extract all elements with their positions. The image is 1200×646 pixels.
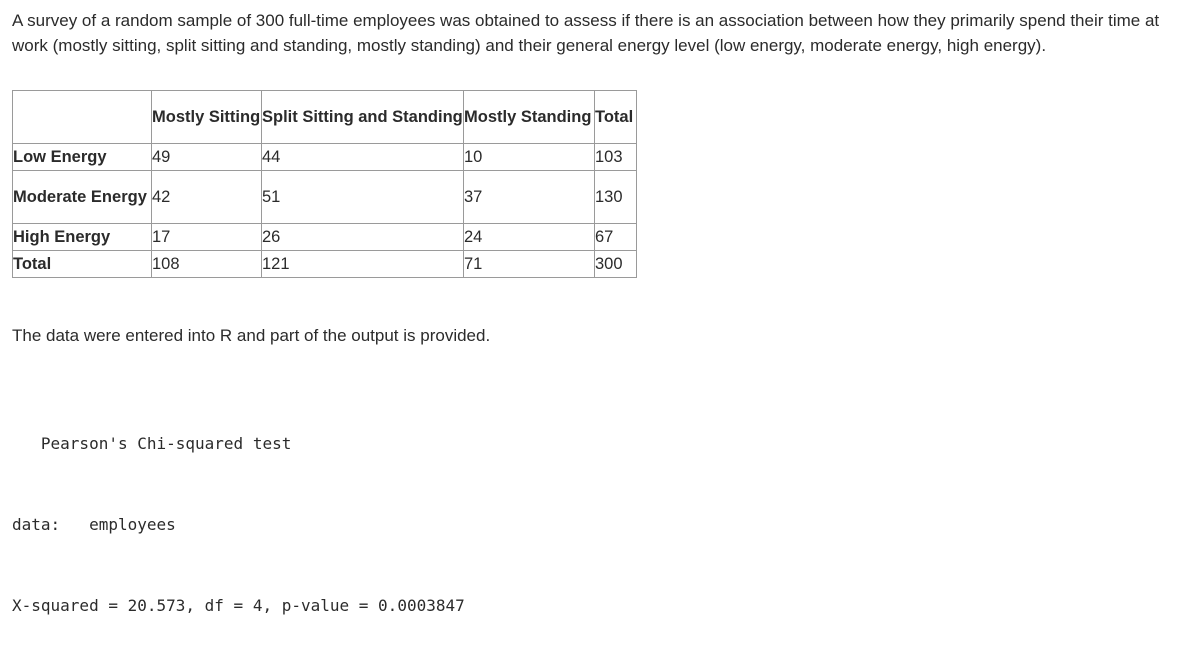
corner-cell (13, 91, 152, 144)
table-row (13, 224, 637, 251)
problem-description: A survey of a random sample of 300 full-time employees was obtained to assess if there is an association between how they primarily spend their time at work (mostly sitting, split sitting and standing, mostly standing) and their general energy level (low energy, moderate energy, high energy). (12, 11, 1160, 55)
contingency-table (12, 90, 637, 278)
table-cell: 24 (464, 224, 595, 251)
table-cell: 51 (262, 171, 464, 224)
row-header: High Energy (13, 224, 152, 251)
r-output-test-name: Pearson's Chi-squared test (12, 434, 292, 453)
column-header: Total (595, 91, 637, 144)
table-cell: 71 (464, 251, 595, 278)
table-header-row (13, 91, 637, 144)
table-cell: 67 (595, 224, 637, 251)
column-header: Split Sitting and Standing (262, 91, 464, 144)
table-cell: 26 (262, 224, 464, 251)
table-cell: 103 (595, 144, 637, 171)
table-cell: 108 (152, 251, 262, 278)
row-header: Low Energy (13, 144, 152, 171)
table-cell: 42 (152, 171, 262, 224)
table-row (13, 251, 637, 278)
table-row (13, 144, 637, 171)
table-cell: 10 (464, 144, 595, 171)
table-cell: 300 (595, 251, 637, 278)
table-cell: 130 (595, 171, 637, 224)
table-cell: 49 (152, 144, 262, 171)
table-cell: 37 (464, 171, 595, 224)
r-output-data-line: data: employees (12, 515, 176, 534)
output-note: The data were entered into R and part of the output is provided. (12, 326, 491, 345)
table-cell: 121 (262, 251, 464, 278)
row-header: Total (13, 251, 152, 278)
column-header: Mostly Sitting (152, 91, 262, 144)
r-output-statistic-line: X-squared = 20.573, df = 4, p-value = 0.0003847 (12, 596, 465, 615)
column-header: Mostly Standing (464, 91, 595, 144)
table-cell: 44 (262, 144, 464, 171)
r-output-block (12, 376, 465, 646)
row-header: Moderate Energy (13, 171, 152, 224)
table-row (13, 171, 637, 224)
table-cell: 17 (152, 224, 262, 251)
